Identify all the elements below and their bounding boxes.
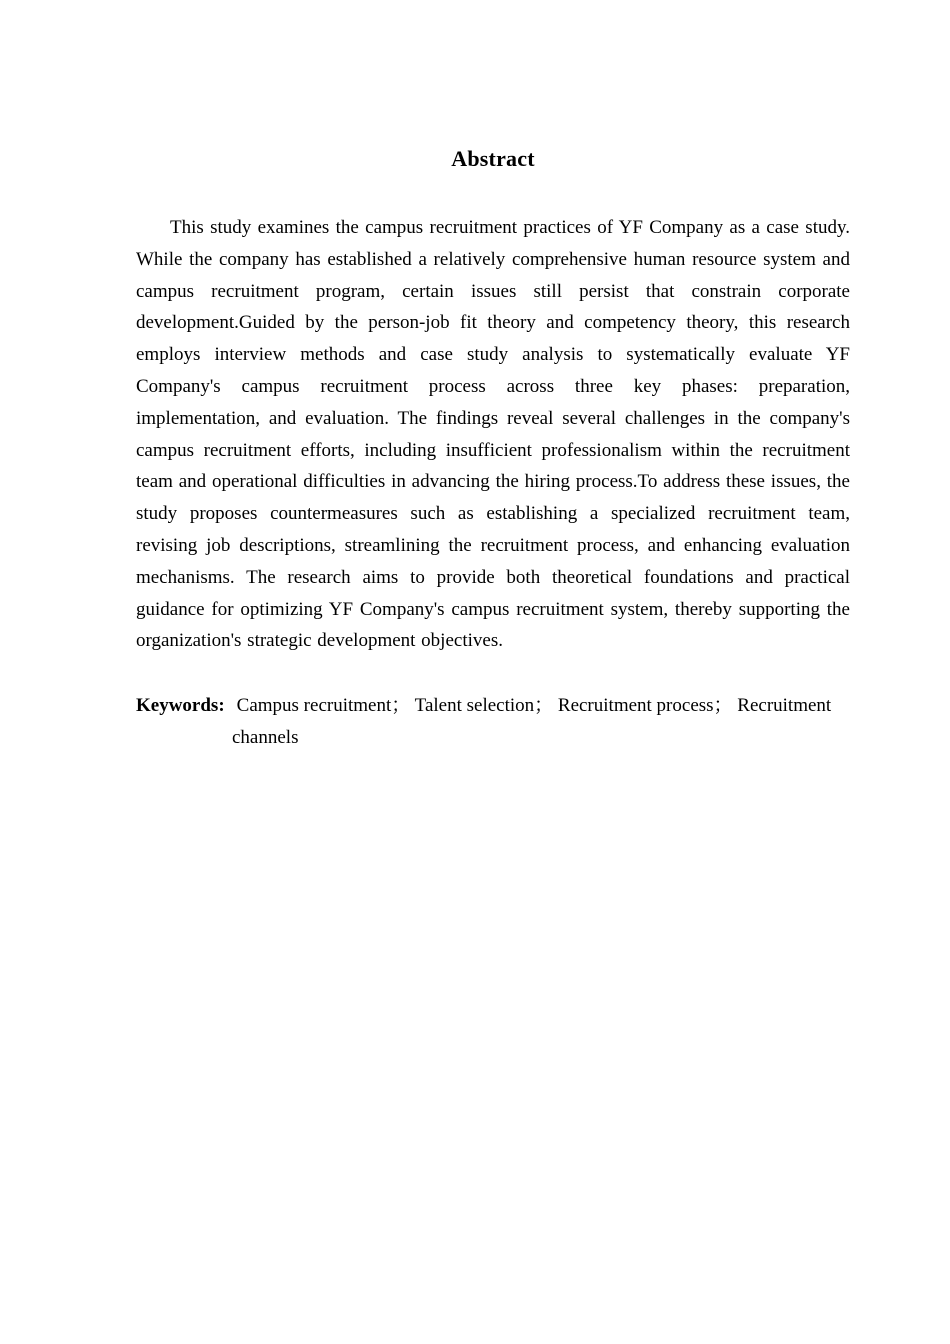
abstract-paragraph: This study examines the campus recruitment practices of YF Company as a case study. While the company has established a relatively comprehensive human resource system and campus recruitment program, certain issues still persist that constrain corporate development.Guided by the person-job fit theory and competency theory, this research employs interview methods and case study analysis to systematically evaluate YF Company's campus recruitment process across three key phases: preparation, implementation, and evaluation. The findings reveal several challenges in the company's campus recruitment efforts, including insufficient professionalism within the recruitment team and operational difficulties in advancing the hiring process.To address these issues, the study proposes countermeasures such as establishing a specialized recruitment team, revising job descriptions, streamlining the recruitment process, and enhancing evaluation mechanisms. The research aims to provide both theoretical foundations and practical guidance for optimizing YF Company's campus recruitment system, thereby supporting the organization's strategic development objectives. (136, 217, 850, 652)
keywords-text: Campus recruitment； Talent selection； Recruitment process； Recruitment channels (232, 695, 832, 748)
keywords-label: Keywords: (136, 695, 225, 717)
page-title: Abstract (451, 146, 535, 171)
keywords-line (136, 690, 850, 754)
